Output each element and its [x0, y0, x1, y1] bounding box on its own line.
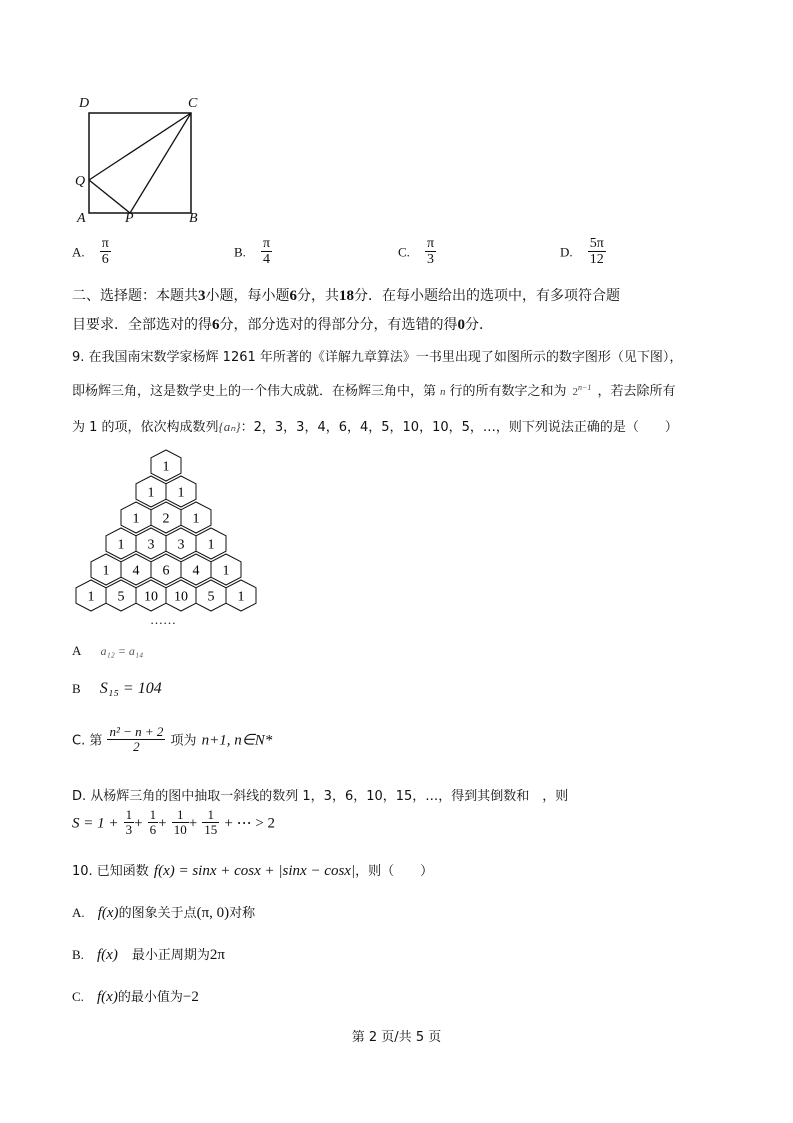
option-letter: A.	[72, 244, 85, 260]
yanghui-triangle	[70, 448, 270, 620]
q10-option-b[interactable]	[72, 944, 225, 964]
q9-option-d[interactable]: D. 从杨辉三角的图中抽取一斜线的数列 1，3，6，10，15，…，得到其倒数和 ，则	[72, 789, 569, 804]
hex-value: 5	[117, 589, 125, 605]
hex-value: 1	[177, 485, 185, 501]
text: 小题，每小题	[205, 288, 290, 304]
denominator: 6	[100, 251, 111, 267]
fraction	[107, 725, 165, 755]
page-footer: 第 2 页/共 5 页	[351, 1030, 442, 1045]
score: 0	[457, 317, 465, 333]
formula-tail: + ⋯ > 2	[224, 815, 276, 832]
denominator: 15	[204, 822, 218, 838]
hex-value: 4	[132, 563, 140, 579]
text: 最小正周期为	[131, 948, 210, 963]
total: 18	[339, 288, 354, 304]
text: 10. 已知函数	[72, 864, 149, 879]
fraction	[425, 236, 436, 268]
option-expr: S₁₅ = 104	[99, 680, 162, 697]
hex-value: 3	[147, 537, 155, 553]
text: 分．	[465, 317, 493, 333]
value: −2	[182, 989, 199, 1005]
q9-option-b[interactable]	[72, 678, 162, 698]
text: 的最小值为	[117, 990, 183, 1005]
hex-value: 3	[177, 537, 185, 553]
hex-value: 1	[132, 511, 140, 527]
label-a: A	[77, 211, 86, 226]
denominator: 10	[173, 822, 187, 838]
option-expr: n+1, n∈N*	[201, 732, 273, 749]
q9-option-a[interactable]	[72, 640, 143, 659]
numerator: 1	[125, 807, 133, 822]
function: f(x)	[97, 905, 119, 921]
q8-option-a[interactable]	[72, 236, 111, 268]
text: 二、选择题：本题共	[72, 288, 198, 304]
text: 分．在每小题给出的选项中，有多项符合题	[354, 288, 620, 304]
count: 3	[198, 288, 206, 304]
segment-pc	[130, 113, 191, 213]
hex-value: 1	[117, 537, 125, 553]
label-p: P	[125, 211, 134, 226]
q10-option-c[interactable]	[72, 986, 199, 1006]
power-exponent: n−1	[578, 382, 592, 392]
q8-option-b[interactable]	[234, 236, 272, 268]
hex-value: 4	[192, 563, 200, 579]
option-letter: D.	[560, 244, 573, 260]
q9-line-1: 9. 在我国南宋数学家杨辉 1261 年所著的《详解九章算法》一书里出现了如图所示的数字图形（见下图），	[72, 350, 683, 365]
hex-value: 1	[87, 589, 95, 605]
label-b: B	[189, 211, 198, 226]
text: 对称	[229, 906, 256, 921]
denominator: 3	[425, 251, 436, 267]
numerator: 1	[172, 808, 189, 823]
hex-value: 1	[207, 537, 215, 553]
text: 即杨辉三角，这是数学史上的一个伟大成就．在杨辉三角中，第	[72, 384, 437, 399]
text: 项为	[170, 733, 197, 749]
option-letter: C. 第	[72, 733, 103, 749]
fraction	[588, 236, 606, 268]
hex-value: 1	[102, 563, 110, 579]
hex-value: 10	[174, 589, 188, 605]
fraction	[172, 808, 189, 838]
denominator: 4	[261, 251, 272, 267]
text: ，若去除所有	[597, 384, 676, 399]
hex-value: 1	[147, 485, 155, 501]
label-c: C	[188, 96, 198, 111]
q9-option-d-formula: S = 1 + $\frac{1}{3}$ + $\frac{1}{6}$ + $\frac{1}{10}$ + $\frac{1}{15}$ + ⋯ > 2	[72, 807, 276, 838]
q10-option-a[interactable]	[72, 902, 255, 922]
formula-start: S = 1 +	[72, 815, 119, 832]
fraction	[100, 236, 111, 268]
text: 的图象关于点	[118, 906, 197, 921]
triangle-ellipsis: ……	[150, 612, 176, 627]
numerator: 1	[202, 808, 219, 823]
point: (π, 0)	[196, 905, 230, 921]
label-q: Q	[75, 174, 86, 189]
option-letter: B	[72, 681, 81, 696]
numerator: 1	[149, 807, 157, 822]
text: ，则（ ）	[355, 864, 434, 879]
fraction	[261, 236, 272, 268]
value: 2π	[209, 947, 225, 963]
hex-value: 1	[237, 589, 245, 605]
fraction	[202, 808, 219, 838]
option-letter: C.	[398, 244, 410, 260]
text: 行的所有数字之和为	[449, 384, 567, 399]
hex-value: 2	[162, 511, 170, 527]
q9-line-2	[72, 380, 675, 399]
q9-line-3	[72, 416, 678, 435]
text: 为 1 的项，依次构成数列	[72, 420, 219, 435]
option-expr: a₁₂ = a₁₄	[100, 644, 144, 658]
denominator: 2	[133, 739, 140, 755]
option-letter: B.	[72, 947, 84, 962]
score: 6	[289, 288, 297, 304]
numerator: π	[427, 236, 435, 251]
text: 分，共	[297, 288, 339, 304]
hex-value: 1	[222, 563, 230, 579]
square-abcd	[89, 113, 191, 213]
section-2-line-1	[72, 285, 620, 305]
numerator: n² − n + 2	[109, 724, 164, 739]
sequence-symbol: {aₙ}	[218, 419, 241, 434]
hex-value: 10	[144, 589, 158, 605]
function-def: f(x) = sinx + cosx + |sinx − cosx|	[153, 863, 356, 879]
numerator: π	[263, 236, 271, 251]
section-2-line-2	[72, 314, 493, 334]
score: 6	[212, 317, 220, 333]
option-letter: A.	[72, 905, 85, 920]
fraction	[124, 808, 135, 838]
segment-qc	[89, 113, 191, 180]
hex-value: 5	[207, 589, 215, 605]
q8-option-d[interactable]	[560, 236, 606, 268]
fraction	[148, 808, 159, 838]
function: f(x)	[97, 947, 118, 963]
function: f(x)	[97, 989, 118, 1005]
text: 目要求．全部选对的得	[72, 317, 212, 333]
numerator: π	[101, 236, 109, 251]
text: 分，部分选对的得部分分，有选错的得	[219, 317, 458, 333]
option-letter: A	[72, 643, 82, 658]
hex-value: 1	[162, 459, 170, 475]
denominator: 12	[588, 251, 606, 267]
hex-value: 6	[162, 563, 170, 579]
denominator: 6	[149, 822, 157, 838]
q8-option-c[interactable]	[398, 236, 436, 268]
text: ：2，3，3，4，6，4，5，10，10，5，…，则下列说法正确的是（ ）	[240, 420, 678, 435]
option-letter: B.	[234, 244, 246, 260]
denominator: 3	[125, 822, 133, 838]
var-n: n	[440, 386, 446, 398]
q10-stem	[72, 860, 433, 880]
hex-value: 1	[192, 511, 200, 527]
q9-option-c[interactable]	[72, 725, 272, 755]
power-base: 2	[572, 386, 579, 398]
numerator: 5π	[589, 236, 604, 251]
label-d: D	[79, 96, 90, 111]
segment-qp	[89, 180, 130, 213]
option-letter: C.	[72, 989, 84, 1004]
